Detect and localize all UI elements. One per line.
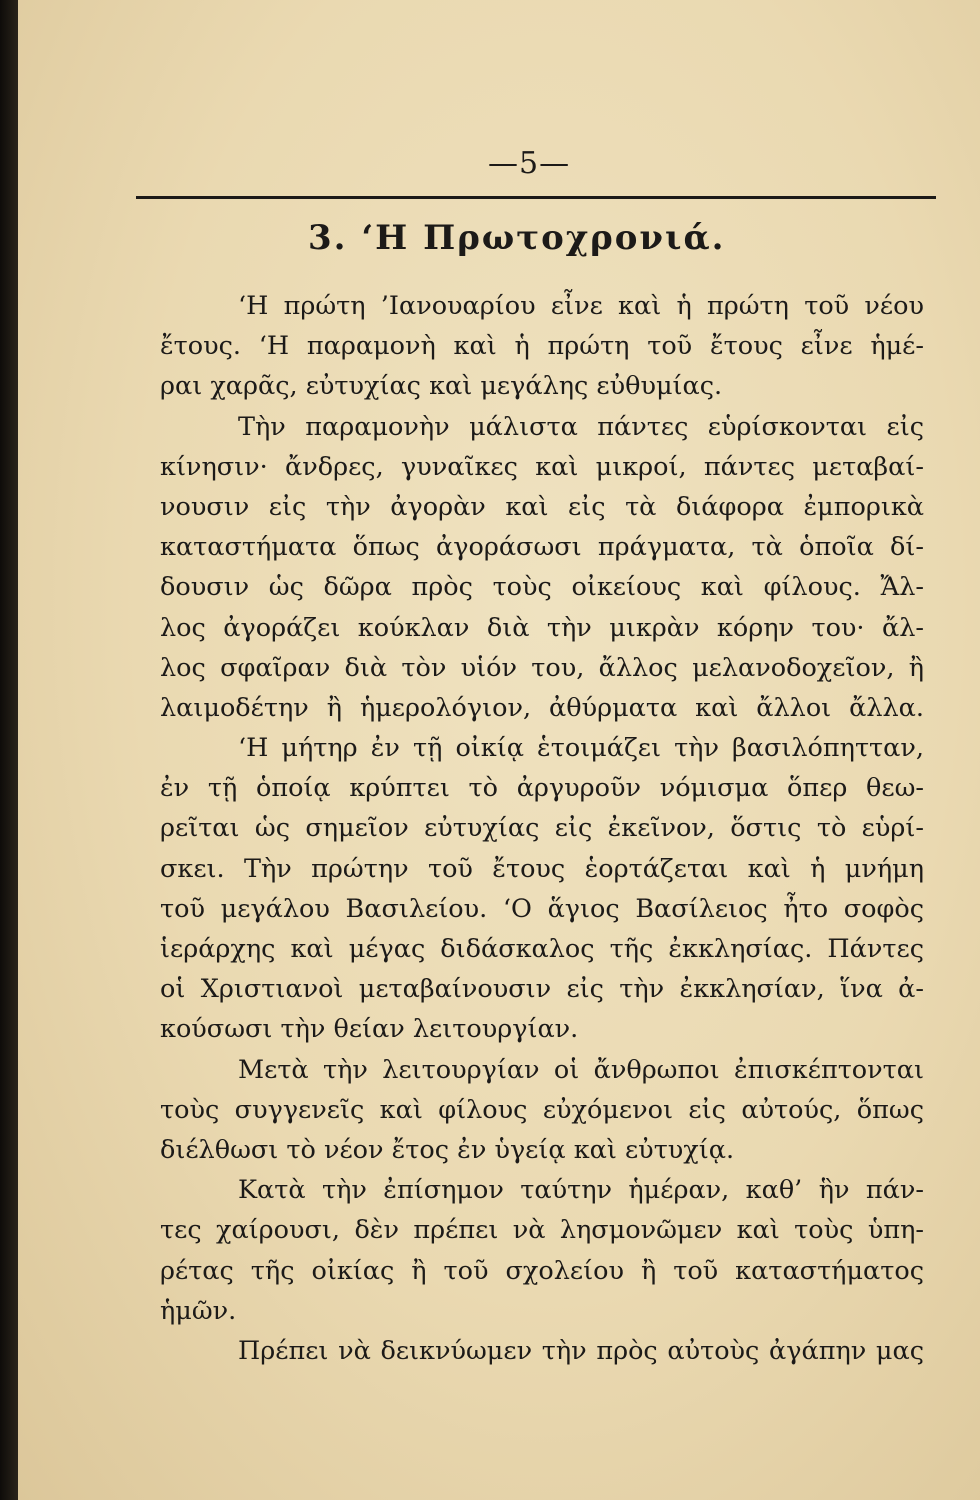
text-line: ρέτας τῆς οἰκίας ἢ τοῦ σχολείου ἢ τοῦ καταστήματος <box>160 1255 924 1286</box>
body-text <box>160 286 924 1371</box>
chapter-heading: 3. ‘Η Πρωτοχρονιά. <box>308 218 726 258</box>
text-line: σκει. Τὴν πρώτην τοῦ ἔτους ἑορτάζεται καὶ ἡ μνήμη <box>160 853 924 884</box>
text-line: νουσιν εἰς τὴν ἀγορὰν καὶ εἰς τὰ διάφορα ἐμπορικὰ <box>160 491 924 522</box>
text-line: τοῦ μεγάλου Βασιλείου. ‘Ο ἅγιος Βασίλειος ἦτο σοφὸς <box>160 893 924 924</box>
text-line: ἔτους. ‘Η παραμονὴ καὶ ἡ πρώτη τοῦ ἔτους εἶνε ἡμέ- <box>160 331 924 362</box>
text-line: ἐν τῇ ὁποίᾳ κρύπτει τὸ ἀργυροῦν νόμισμα ὅπερ θεω- <box>160 773 924 804</box>
text-line: καταστήματα ὅπως ἀγοράσωσι πράγματα, τὰ ὁποῖα δί- <box>160 532 924 563</box>
text-line: λος ἀγοράζει κούκλαν διὰ τὴν μικρὰν κόρην του· ἄλ- <box>160 612 924 643</box>
scan-dark-edge <box>0 0 18 1500</box>
text-line: ραι χαρᾶς, εὐτυχίας καὶ μεγάλης εὐθυμίας. <box>160 371 723 402</box>
text-line: Τὴν παραμονὴν μάλιστα πάντες εὑρίσκονται εἰς <box>238 411 924 442</box>
text-line: ‘Η μήτηρ ἐν τῇ οἰκίᾳ ἑτοιμάζει τὴν βασιλόπητταν, <box>238 733 924 764</box>
text-line: ἡμῶν. <box>160 1295 237 1326</box>
text-line: λαιμοδέτην ἢ ἡμερολόγιον, ἀθύρματα καὶ ἄλλοι ἄλλα. <box>160 692 924 723</box>
text-line: οἱ Χριστιανοὶ μεταβαίνουσιν εἰς τὴν ἐκκλησίαν, ἵνα ἀ- <box>160 974 924 1005</box>
text-line: λος σφαῖραν διὰ τὸν υἱόν του, ἄλλος μελανοδοχεῖον, ἢ <box>160 652 924 683</box>
text-line: ‘Η πρώτη ’Ιανουαρίου εἶνε καὶ ἡ πρώτη τοῦ νέου <box>238 291 924 321</box>
text-line: Πρέπει νὰ δεικνύωμεν τὴν πρὸς αὐτοὺς ἀγάπην μας <box>238 1335 924 1366</box>
text-line: δουσιν ὡς δῶρα πρὸς τοὺς οἰκείους καὶ φίλους. Ἄλ- <box>160 572 924 603</box>
text-line: ἱεράρχης καὶ μέγας διδάσκαλος τῆς ἐκκλησίας. Πάντες <box>160 934 924 964</box>
book-page <box>18 0 980 1500</box>
text-line: τοὺς συγγενεῖς καὶ φίλους εὐχόμενοι εἰς αὐτούς, ὅπως <box>160 1094 924 1125</box>
text-line: Κατὰ τὴν ἐπίσημον ταύτην ἡμέραν, καθ’ ἣν πάν- <box>238 1175 924 1206</box>
text-line: ρεῖται ὡς σημεῖον εὐτυχίας εἰς ἐκεῖνον, ὅστις τὸ εὑρί- <box>160 813 924 844</box>
page-number: —5— <box>488 146 571 181</box>
text-line: διέλθωσι τὸ νέον ἔτος ἐν ὑγείᾳ καὶ εὐτυχίᾳ. <box>160 1134 735 1165</box>
text-line: κούσωσι τὴν θείαν λειτουργίαν. <box>160 1014 579 1045</box>
text-line: κίνησιν· ἄνδρες, γυναῖκες καὶ μικροί, πάντες μεταβαί- <box>160 451 924 482</box>
text-line: τες χαίρουσι, δὲν πρέπει νὰ λησμονῶμεν καὶ τοὺς ὑπη- <box>160 1215 924 1246</box>
text-line: Μετὰ τὴν λειτουργίαν οἱ ἄνθρωποι ἐπισκέπτονται <box>238 1054 924 1085</box>
header-rule <box>136 196 936 199</box>
